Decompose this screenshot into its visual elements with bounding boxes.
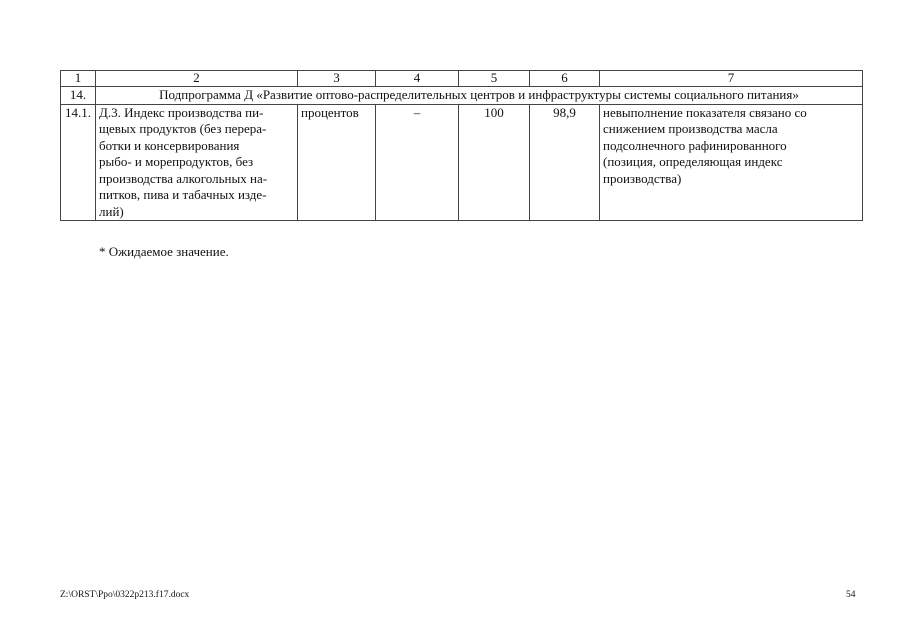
- indicator-line: лий): [99, 203, 124, 219]
- footnote: * Ожидаемое значение.: [99, 244, 229, 259]
- section-number: 14.: [61, 87, 96, 105]
- row-number: 14.1.: [61, 104, 96, 221]
- indicator-line: рыбо- и морепродуктов, без: [99, 154, 254, 169]
- comment-line: подсолнечного рафинированного: [603, 137, 787, 153]
- table-row: [61, 104, 863, 221]
- column-number-cell: 7: [600, 71, 863, 87]
- comment-line: производства): [603, 170, 682, 186]
- indicator-line: ботки и консервирования: [99, 137, 240, 153]
- comment-line: невыполнение показателя связано со: [603, 104, 807, 120]
- fact-value-cell: 98,9: [530, 104, 600, 221]
- indicator-line: Д.3. Индекс производства пи-: [99, 104, 264, 120]
- column-number-cell: 1: [61, 71, 96, 87]
- plan-value-cell: 100: [459, 104, 530, 221]
- footer-file-path: Z:\ORST\Ppo\0322p213.f17.docx: [60, 590, 190, 600]
- column-number-cell: 5: [459, 71, 530, 87]
- column-number-row: [61, 71, 863, 87]
- prev-value-cell: –: [376, 104, 459, 221]
- column-number-cell: 2: [96, 71, 298, 87]
- comment-line: (позиция, определяющая индекс: [603, 154, 783, 169]
- column-number-cell: 6: [530, 71, 600, 87]
- section-title: Подпрограмма Д «Развитие оптово-распределительных центров и инфраструктуры системы социального питания»: [96, 87, 863, 105]
- indicator-name: [96, 104, 298, 221]
- unit-cell: процентов: [298, 104, 376, 221]
- column-number-cell: 3: [298, 71, 376, 87]
- indicator-line: щевых продуктов (без перера-: [99, 121, 267, 136]
- column-number-cell: 4: [376, 71, 459, 87]
- comment-cell: [600, 104, 863, 221]
- indicator-line: производства алкогольных на-: [99, 170, 268, 186]
- comment-line: снижением производства масла: [603, 121, 778, 136]
- indicator-line: питков, пива и табачных изде-: [99, 187, 267, 202]
- footer-page-number: 54: [846, 590, 856, 600]
- indicators-table: [60, 70, 863, 221]
- section-row: [61, 87, 863, 105]
